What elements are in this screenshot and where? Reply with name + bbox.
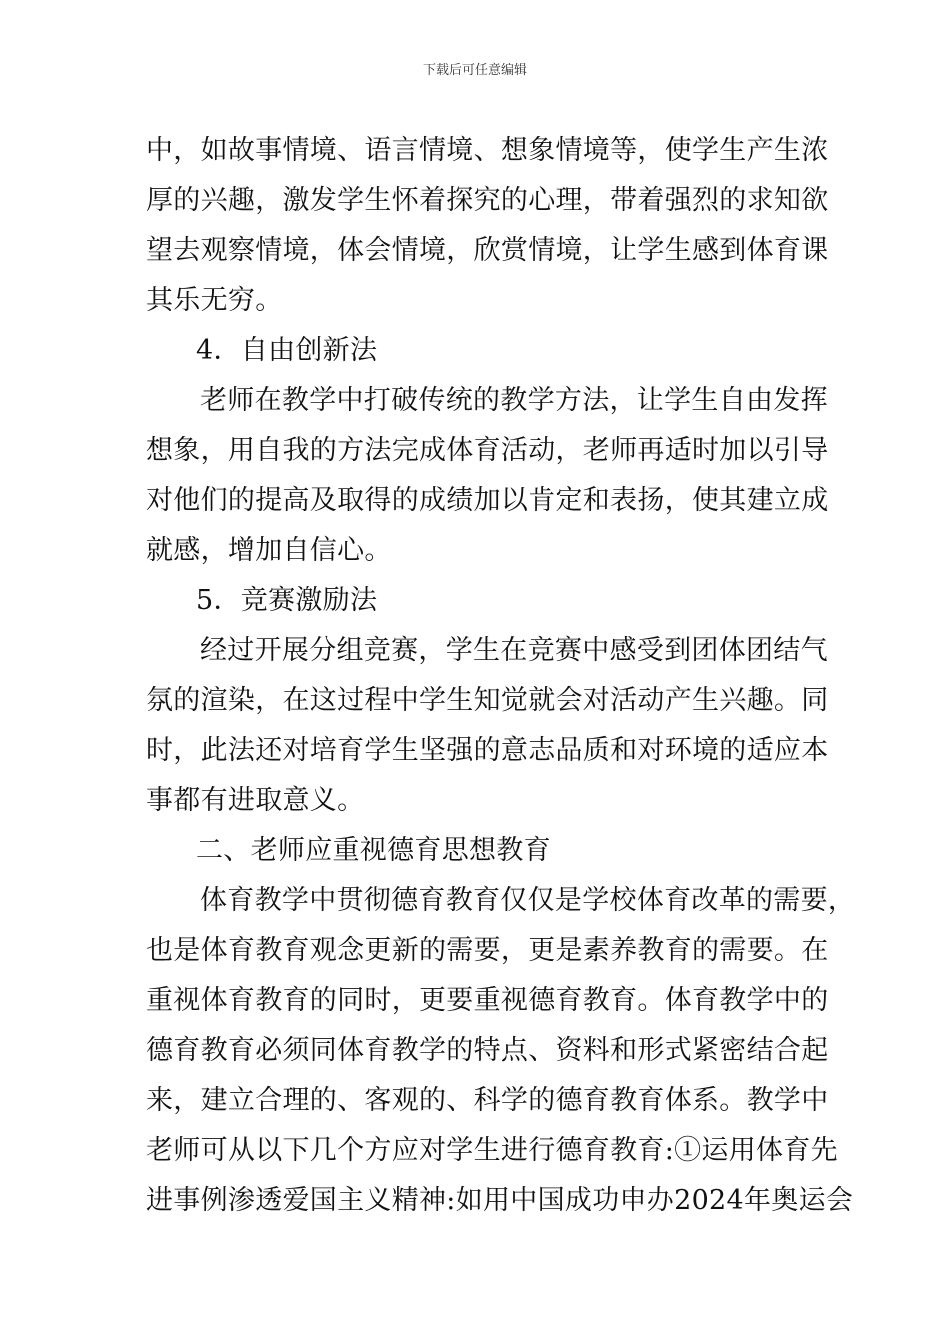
text-line: 老师可从以下几个方应对学生进行德育教育:①运用体育先 [146, 1135, 838, 1166]
text-line: 时，此法还对培育学生坚强的意志品质和对环境的适应本 [146, 735, 829, 766]
paragraph-start-line: 体育教学中贯彻德育教育仅仅是学校体育改革的需要， [200, 885, 856, 916]
text-line: 就感，增加自信心。 [146, 535, 392, 566]
text-line: 进事例渗透爱国主义精神:如用中国成功申办2024年奥运会 [146, 1185, 854, 1216]
paragraph-start-line: 经过开展分组竞赛，学生在竞赛中感受到团体团结气 [200, 635, 828, 666]
document-body [146, 126, 856, 1226]
text-line: 德育教育必须同体育教学的特点、资料和形式紧密结合起 [146, 1035, 829, 1066]
text-line: 其乐无穷。 [146, 285, 283, 316]
text-line: 对他们的提高及取得的成绩加以肯定和表扬，使其建立成 [146, 485, 829, 516]
paragraph-start-line: 老师在教学中打破传统的教学方法，让学生自由发挥 [200, 385, 828, 416]
text-line: 事都有进取意义。 [146, 785, 365, 816]
page-header: 下载后可任意编辑 [422, 63, 527, 78]
text-line: 厚的兴趣，激发学生怀着探究的心理，带着强烈的求知欲 [146, 185, 829, 216]
text-line: 中，如故事情境、语言情境、想象情境等，使学生产生浓 [146, 135, 829, 166]
text-line: 想象，用自我的方法完成体育活动，老师再适时加以引导 [146, 435, 829, 466]
text-line: 来，建立合理的、客观的、科学的德育教育体系。教学中 [146, 1085, 829, 1116]
section-heading: 二、老师应重视德育思想教育 [196, 835, 551, 866]
text-line: 重视体育教育的同时，更要重视德育教育。体育教学中的 [146, 985, 829, 1016]
section-heading: 4．自由创新法 [196, 335, 378, 366]
text-line: 望去观察情境，体会情境，欣赏情境，让学生感到体育课 [146, 235, 829, 266]
text-line: 也是体育教育观念更新的需要，更是素养教育的需要。在 [146, 935, 829, 966]
text-line: 氛的渲染，在这过程中学生知觉就会对活动产生兴趣。同 [146, 685, 829, 716]
section-heading: 5．竞赛激励法 [196, 585, 378, 616]
